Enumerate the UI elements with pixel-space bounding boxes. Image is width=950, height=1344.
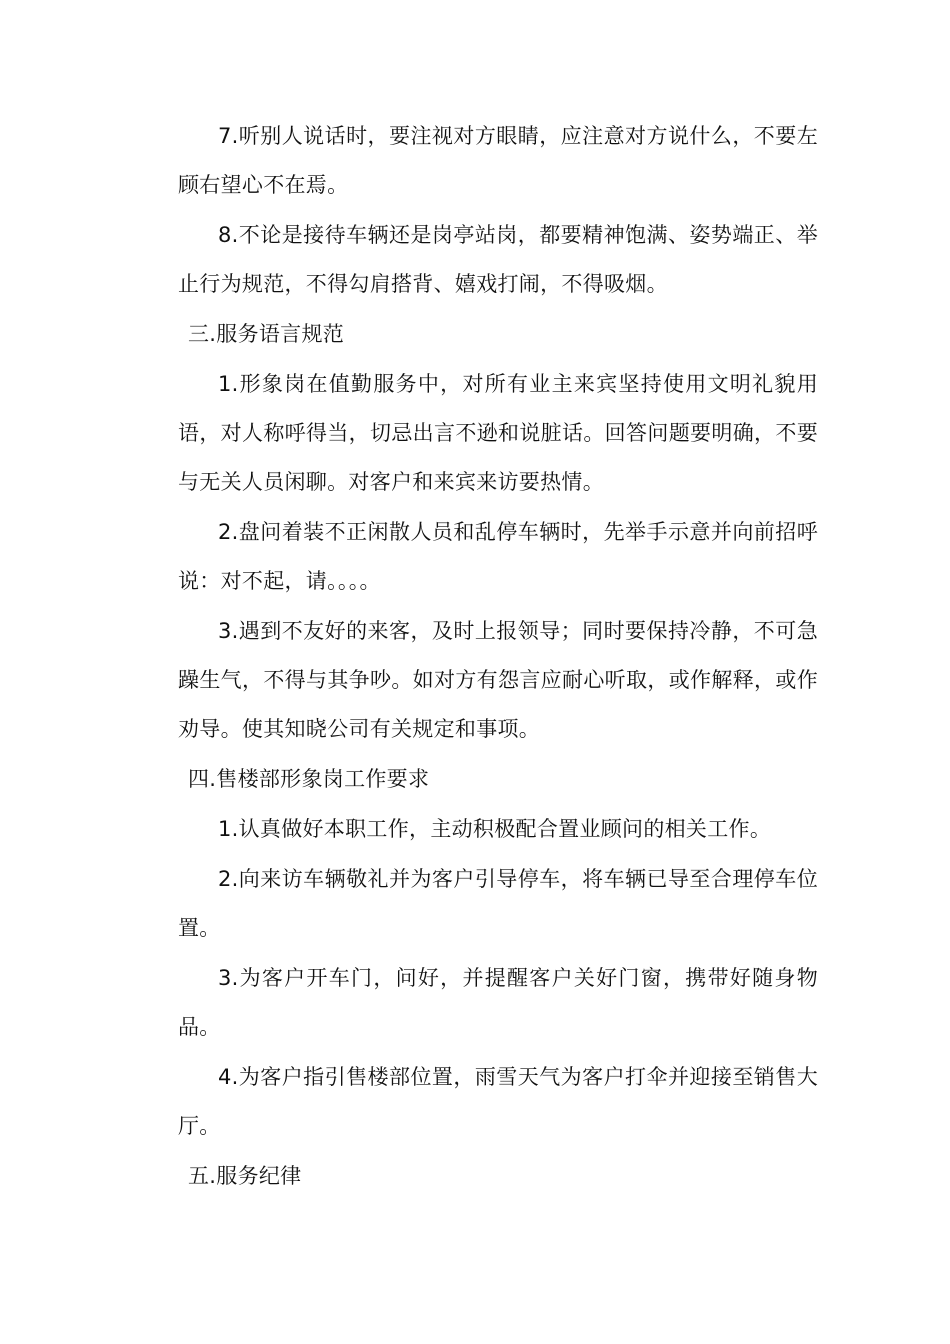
- paragraph-language-2: 2.盘问着装不正闲散人员和乱停车辆时，先举手示意并向前招呼说：对不起，请。。。。: [178, 520, 818, 593]
- paragraph-language-1: 1.形象岗在值勤服务中，对所有业主来宾坚持使用文明礼貌用语，对人称呼得当，切忌出言不逊和说脏话。回答问题要明确，不要与无关人员闲聊。对客户和来宾来访要热情。: [178, 372, 818, 494]
- paragraph-rule-8: 8.不论是接待车辆还是岗亭站岗，都要精神饱满、姿势端正、举止行为规范，不得勾肩搭背、嬉戏打闹，不得吸烟。: [178, 223, 818, 296]
- paragraph-sales-2: 2.向来访车辆敬礼并为客户引导停车，将车辆已导至合理停车位置。: [178, 867, 818, 940]
- document-body: [178, 112, 818, 1202]
- paragraph-language-3: 3.遇到不友好的来客，及时上报领导；同时要保持冷静，不可急躁生气，不得与其争吵。如对方有怨言应耐心听取，或作解释，或作劝导。使其知晓公司有关规定和事项。: [178, 619, 818, 741]
- paragraph-sales-4: 4.为客户指引售楼部位置，雨雪天气为客户打伞并迎接至销售大厅。: [178, 1065, 818, 1138]
- section-heading-5: 五.服务纪律: [188, 1164, 302, 1188]
- section-heading-4: 四.售楼部形象岗工作要求: [188, 767, 430, 791]
- paragraph-sales-3: 3.为客户开车门，问好，并提醒客户关好门窗，携带好随身物品。: [178, 966, 818, 1039]
- section-heading-3: 三.服务语言规范: [188, 322, 345, 346]
- paragraph-rule-7: 7.听别人说话时，要注视对方眼睛，应注意对方说什么，不要左顾右望心不在焉。: [178, 124, 818, 197]
- paragraph-sales-1: 1.认真做好本职工作，主动积极配合置业顾问的相关工作。: [218, 817, 772, 841]
